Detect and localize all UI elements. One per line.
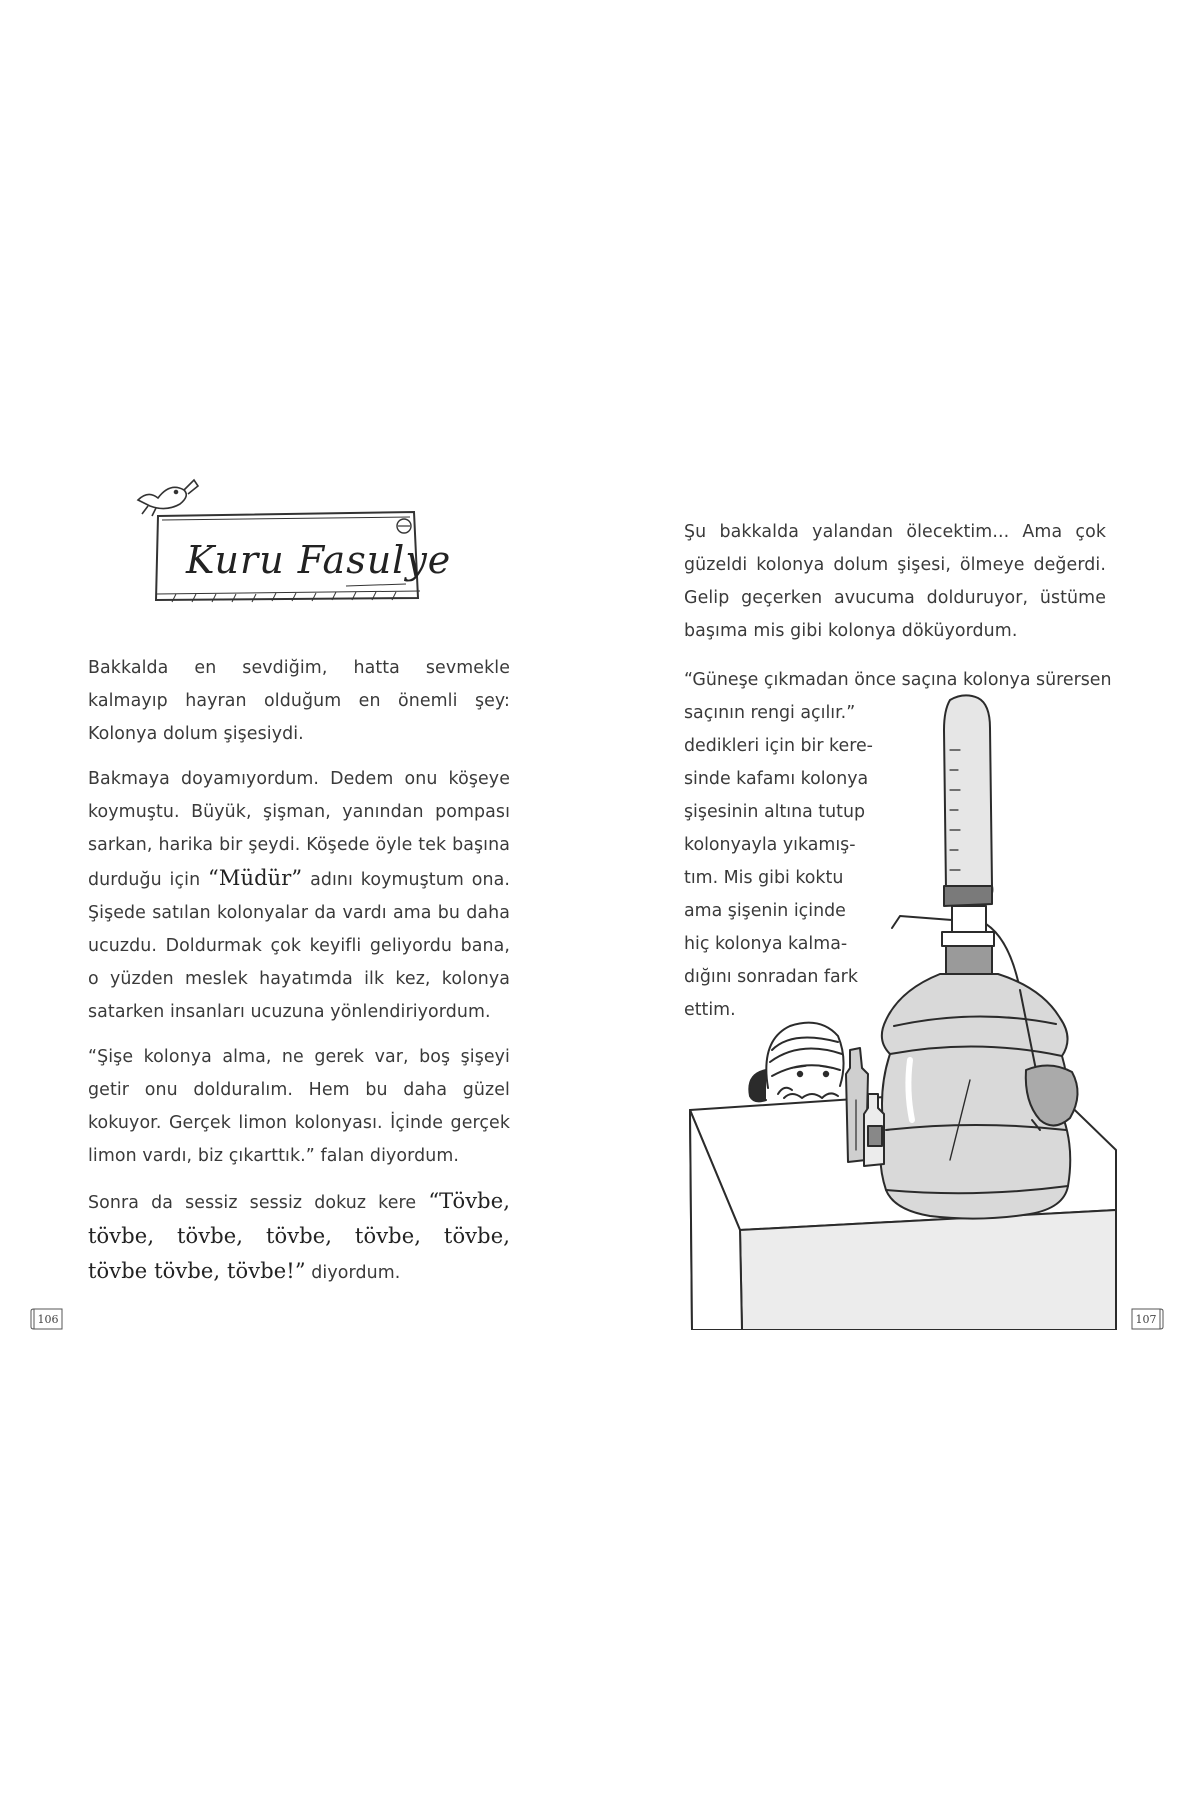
paragraph-text: Sonra da sessiz sessiz dokuz kere bbox=[88, 1193, 417, 1213]
text-line: ama şişenin içinde bbox=[684, 901, 846, 921]
page-number-text: 107 bbox=[1135, 1312, 1157, 1326]
text-line: “Güneşe çıkmadan önce saçına kolonya sürersen bbox=[684, 670, 1112, 690]
text-line: ettim. bbox=[684, 1000, 736, 1020]
text-line: kolonyayla yıkamış- bbox=[684, 835, 856, 855]
paragraph bbox=[88, 1185, 510, 1290]
emphasized-text: “Tövbe, tövbe, tövbe, tövbe, tövbe, tövbe, tövbe tövbe, tövbe!” bbox=[88, 1189, 510, 1283]
text-line: dığını sonradan fark bbox=[684, 967, 858, 987]
text-line: hiç kolonya kalma- bbox=[684, 934, 848, 954]
paragraph: “Şişe kolonya alma, ne gerek var, boş şişeyi getir onu dolduralım. Hem bu daha güzel kokuyor. Gerçek limon kolonyası. İçinde gerçek limon vardı, biz çıkarttık.” falan diyordum. bbox=[88, 1047, 510, 1166]
dispenser-tube bbox=[944, 695, 992, 902]
bird-icon bbox=[138, 480, 198, 516]
paragraph bbox=[88, 763, 510, 1029]
paragraph-text: Bakmaya doyamıyordum. Dedem onu köşeye koymuştu. Büyük, şişman, yanından pompası sarkan, harika bir şeydi. Köşede öyle tek başına durduğu için bbox=[88, 769, 510, 890]
right-page-text bbox=[684, 516, 1106, 660]
text-line: tım. Mis gibi koktu bbox=[684, 868, 844, 888]
paragraph-text: adını koymuştum ona. Şişede satılan kolonyalar da vardı ama bu daha ucuzdu. Doldurmak çok keyifli geliyordu bana, o yüzden meslek hayatımda ilk kez, kolonya satarken insanları ucuzuna yönlendiriyordum. bbox=[88, 870, 510, 1022]
text-line: dedikleri için bir kere- bbox=[684, 736, 873, 756]
paragraph: Şu bakkalda yalandan ölecektim... Ama çok güzeldi kolonya dolum şişesi, ölmeye değerdi. Gelip geçerken avucuma dolduruyor, üstüme başıma mis gibi kolonya döküyordum. bbox=[684, 522, 1106, 641]
text-line: sinde kafamı kolonya bbox=[684, 769, 869, 789]
text-line: saçının rengi açılır.” bbox=[684, 703, 856, 723]
girl-illustration bbox=[749, 1023, 843, 1102]
cologne-dispenser-illustration bbox=[680, 690, 1140, 1330]
page-number-text: 106 bbox=[37, 1312, 59, 1326]
paragraph: Bakkalda en sevdiğim, hatta sevmekle kalmayıp hayran olduğum en önemli şey: Kolonya dolum şişesiydi. bbox=[88, 658, 510, 744]
text-line: şişesinin altına tutup bbox=[684, 802, 866, 822]
paragraph-text: diyordum. bbox=[311, 1263, 401, 1283]
left-page-text bbox=[88, 652, 510, 1302]
emphasized-text: “Müdür” bbox=[208, 866, 303, 890]
page-number-left bbox=[30, 1306, 66, 1332]
chapter-title: Kuru Fasulye bbox=[186, 538, 452, 582]
